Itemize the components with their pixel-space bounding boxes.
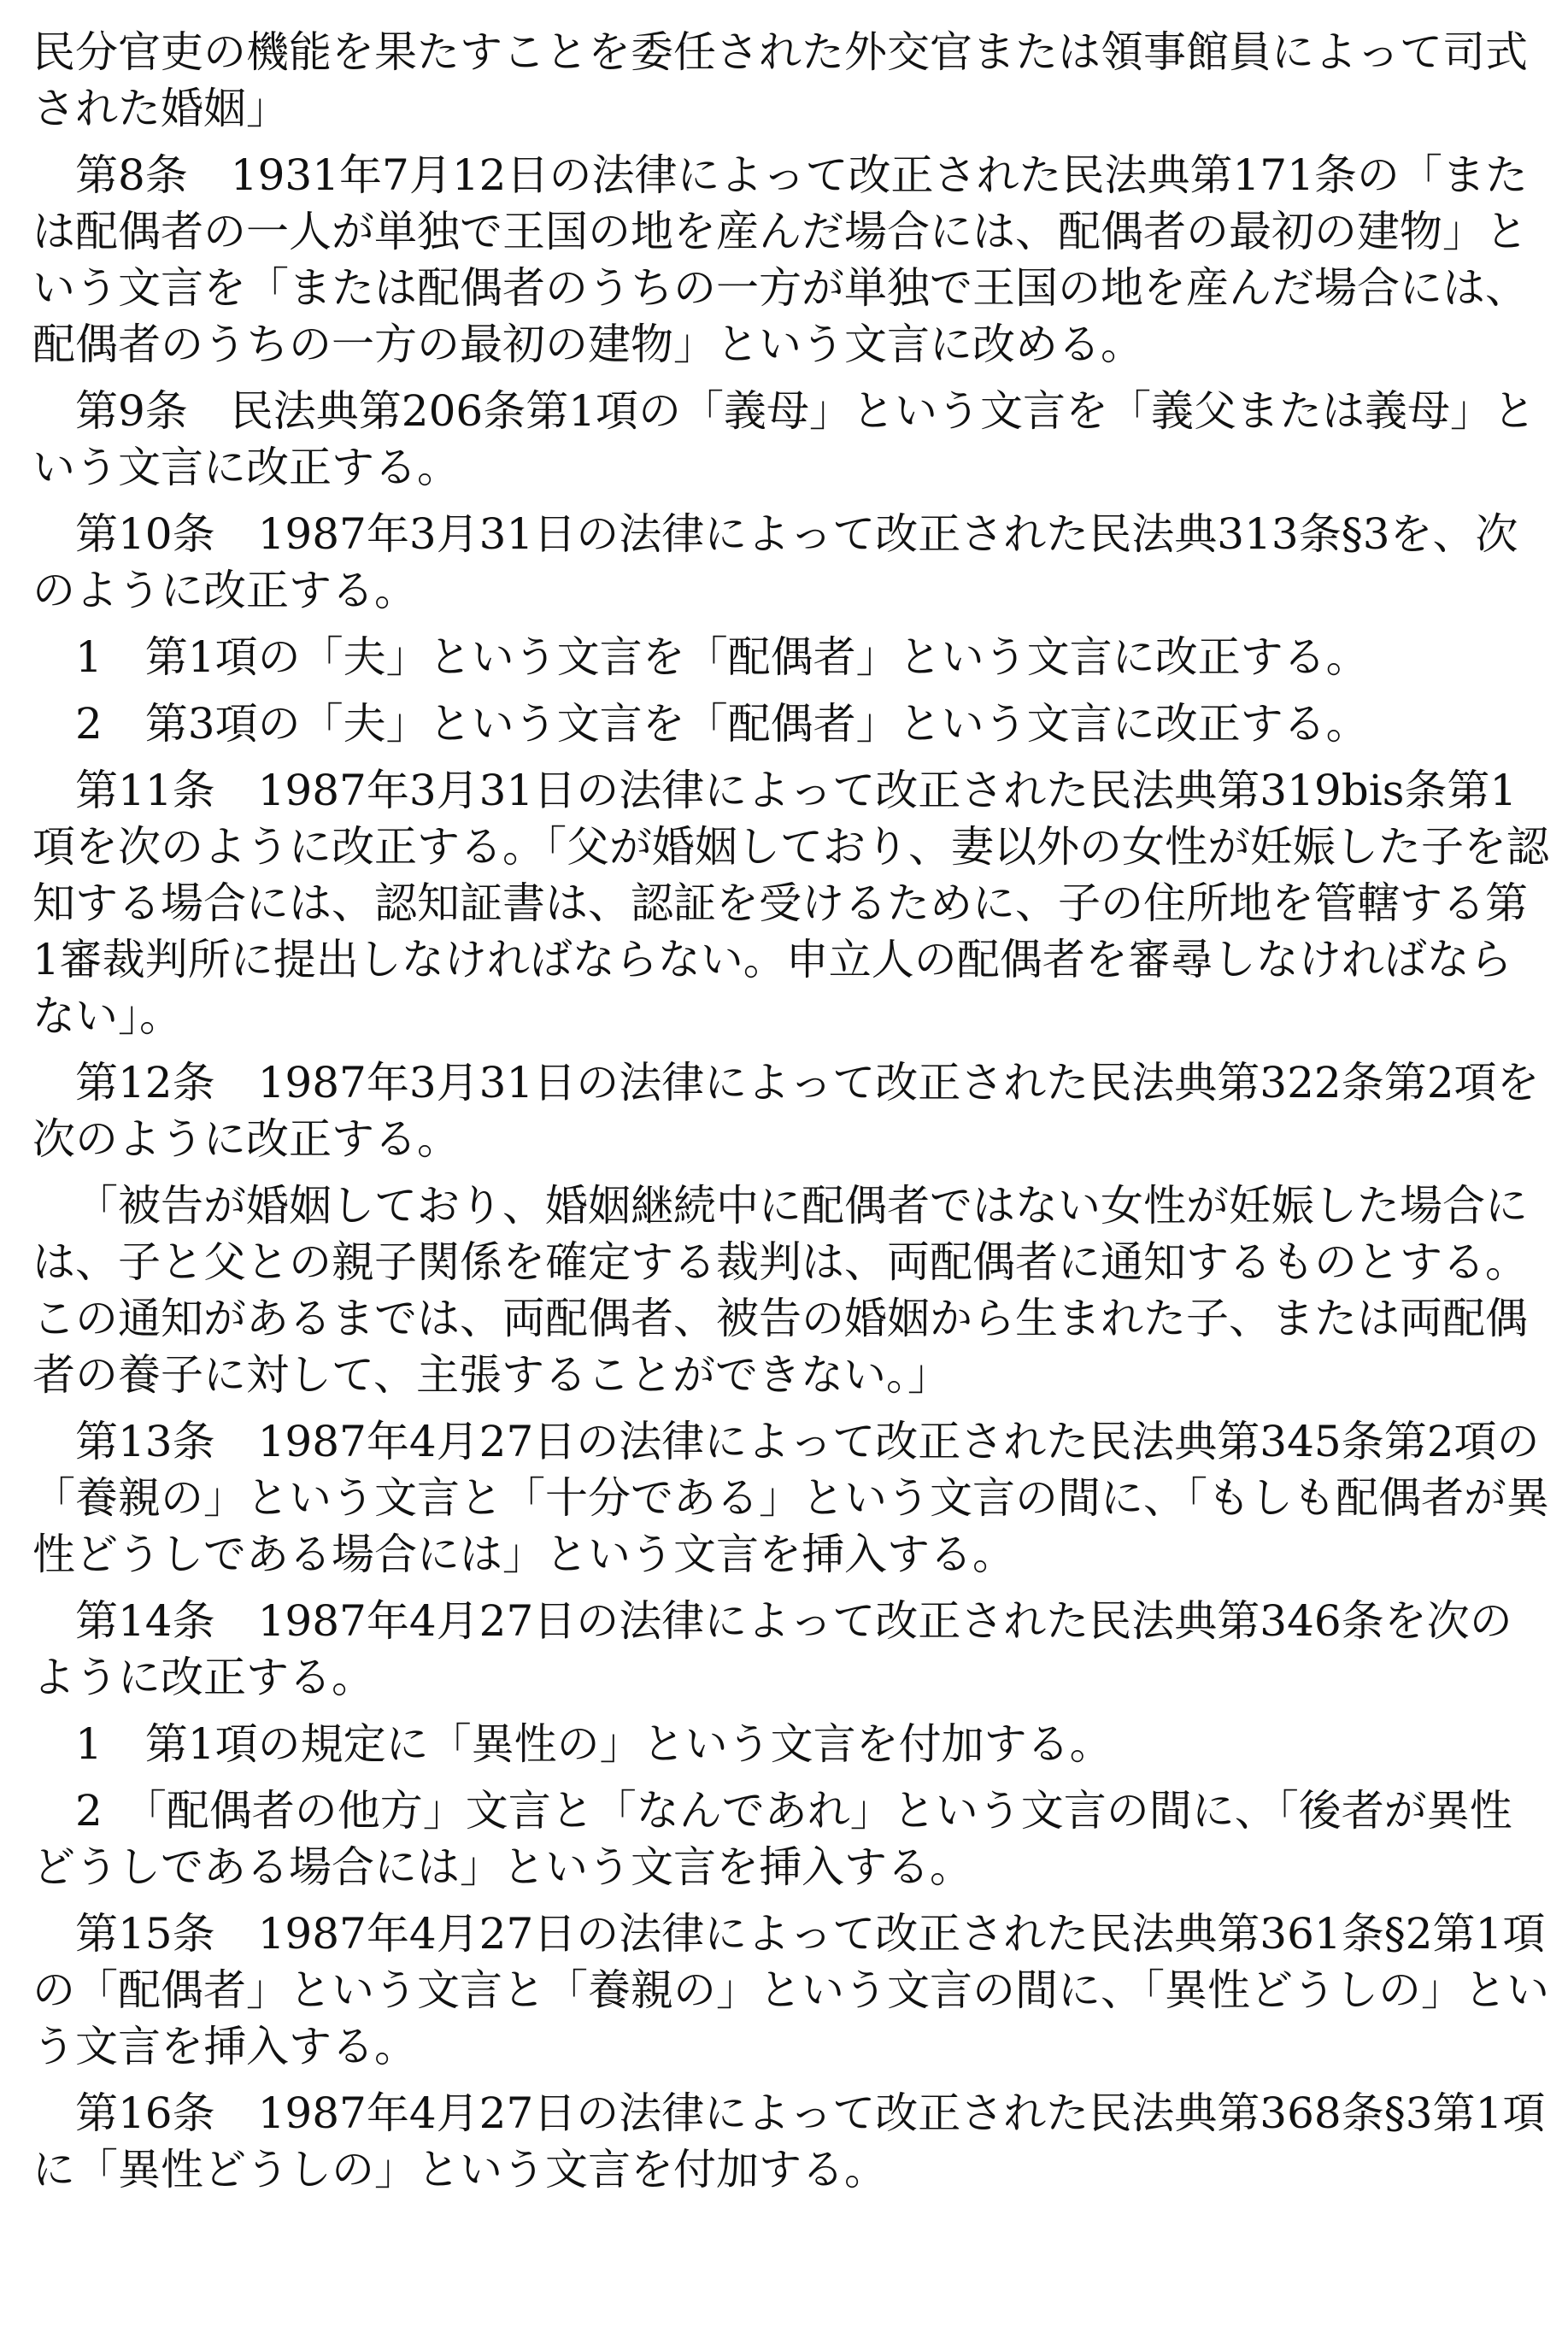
- paragraph-continuation: 民分官吏の機能を果たすことを委任された外交官または領事館員によって司式された婚姻」: [32, 27, 1528, 133]
- article-10: 第10条 1987年3月31日の法律によって改正された民法典313条§3を、次のように改正する。: [32, 509, 1518, 615]
- article-14-item-1: 1 第1項の規定に「異性の」という文言を付加する。: [75, 1719, 1113, 1769]
- article-8: 第8条 1931年7月12日の法律によって改正された民法典第171条の「または配偶者の一人が単独で王国の地を産んだ場合には、配偶者の最初の建物」という文言を「または配偶者のうちの一方が単独で王国の地を産んだ場合には、配偶者のうちの一方の最初の建物」という文言に改める。: [32, 150, 1528, 369]
- article-16: 第16条 1987年4月27日の法律によって改正された民法典第368条§3第1項に「異性どうしの」という文言を付加する。: [32, 2088, 1546, 2194]
- article-9: 第9条 民法典第206条第1項の「義母」という文言を「義父または義母」という文言に改正する。: [32, 386, 1536, 492]
- article-15: 第15条 1987年4月27日の法律によって改正された民法典第361条§2第1項の「配偶者」という文言と「養親の」という文言の間に、「異性どうしの」という文言を挿入する。: [32, 1909, 1549, 2071]
- article-10-item-1: 1 第1項の「夫」という文言を「配偶者」という文言に改正する。: [75, 632, 1369, 682]
- article-10-item-2: 2 第3項の「夫」という文言を「配偶者」という文言に改正する。: [75, 699, 1369, 749]
- article-14: 第14条 1987年4月27日の法律によって改正された民法典第346条を次のように改正する。: [32, 1596, 1512, 1702]
- article-11: 第11条 1987年3月31日の法律によって改正された民法典第319bis条第1項を次のように改正する。「父が婚姻しており、妻以外の女性が妊娠した子を認知する場合には、認知証書は、認証を受けるために、子の住所地を管轄する第1審裁判所に提出しなければならない。申立人の配偶者を審尋しなければならない」。: [32, 766, 1549, 1041]
- article-12: 第12条 1987年3月31日の法律によって改正された民法典第322条第2項を次のように改正する。: [32, 1058, 1540, 1164]
- article-13: 第13条 1987年4月27日の法律によって改正された民法典第345条第2項の「養親の」という文言と「十分である」という文言の間に、「もしも配偶者が異性どうしである場合には」という文言を挿入する。: [32, 1417, 1549, 1579]
- article-12-quote: 「被告が婚姻しており、婚姻継続中に配偶者ではない女性が妊娠した場合には、子と父との親子関係を確定する裁判は、両配偶者に通知するものとする。この通知があるまでは、両配偶者、被告の婚姻から生まれた子、または両配偶者の養子に対して、主張することができない。」: [32, 1181, 1528, 1400]
- article-14-item-2: 2 「配偶者の他方」文言と「なんであれ」という文言の間に、「後者が異性どうしである場合には」という文言を挿入する。: [32, 1786, 1512, 1892]
